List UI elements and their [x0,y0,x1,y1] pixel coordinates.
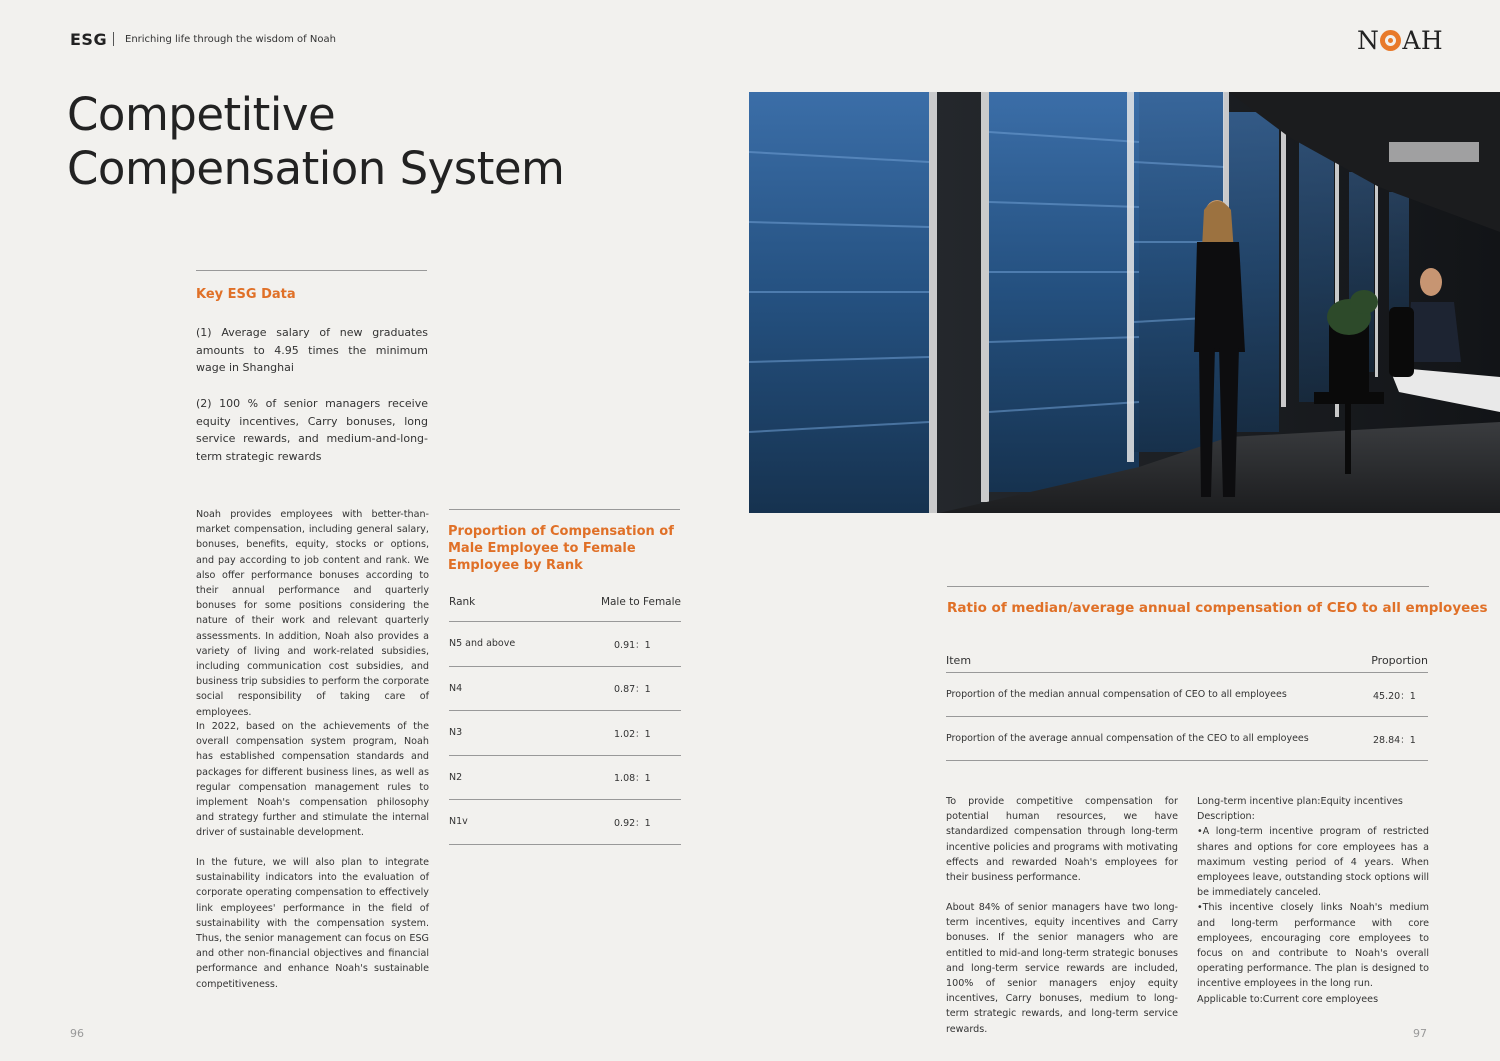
page-number-right: 97 [1413,1027,1427,1040]
logo-text-left: N [1357,26,1380,55]
page-title-line2: Compensation System [67,142,565,195]
ratio-cell: 0.87：1 [614,684,651,696]
key-esg-item: (1) Average salary of new graduates amounts to 4.95 times the minimum wage in Shanghai [196,326,428,374]
page-title [67,88,564,196]
incentive-plan-line: Long-term incentive plan:Equity incentives [1197,796,1403,807]
rank-cell: N4 [449,682,463,694]
rank-table-divider [449,509,680,510]
table-row [946,673,1428,717]
rank-cell: N1v [449,816,468,828]
ratio-cell: 1.08：1 [614,773,651,785]
rank-table [449,596,681,845]
key-esg-heading: Key ESG Data [196,287,296,302]
incentive-plan-line: •This incentive closely links Noah's medium and long-term performance with core employees, encouraging core employees to focus on and contribute to Noah's overall operating performance. The plan is designed to incentive employees in the long run. [1197,902,1429,990]
rank-cell: N5 and above [449,638,516,650]
table-row [946,717,1428,761]
table-row [449,756,681,801]
rank-column-header: Rank [449,596,476,608]
ceo-ratio-table [946,648,1428,761]
page-number-left: 96 [70,1027,84,1040]
rank-cell: N3 [449,727,463,739]
ratio-cell: 0.91：1 [614,639,651,651]
proportion-cell: 45.20：1 [1373,690,1416,702]
proportion-cell: 28.84：1 [1373,734,1416,746]
ceo-table-title: Ratio of median/average annual compensation of CEO to all employees [947,600,1488,616]
body-paragraph: To provide competitive compensation for potential human resources, we have standardized compensation through long-term incentive policies and programs with motivating effects and rewarded Noah's employees for their business performance. [946,796,1178,884]
key-esg-item: (2) 100 % of senior managers receive equity incentives, Carry bonuses, long service rewards, and medium-and-long-term strategic rewards [196,397,428,463]
body-paragraph: In the future, we will also plan to integrate sustainability indicators into the evaluation of corporate operating compensation to effectively link employees' performance in the field of sustainability with the compensation system. Thus, the senior management can focus on ESG and other non-financial objectives and financial performance and enhance Noah's sustainable competitiveness. [196,857,429,990]
incentive-plan-line: Description: [1197,811,1255,823]
item-cell: Proportion of the average annual compensation of the CEO to all employees [946,733,1309,744]
incentive-plan-line: •A long-term incentive program of restricted shares and options for core employees has a maximum vesting period of 4 years. When employees leave, outstanding stock options will be immediately canceled. [1197,826,1429,899]
body-paragraph: About 84% of senior managers have two long-term incentives, equity incentives and Carry bonuses. If the senior managers who are entitled to mid-and long-term strategic bonuses and long-term service rewards are included, 100% of senior managers enjoy equity incentives, Carry bonuses, medium to long-term strategic rewards, and long-term service rewards. [946,902,1178,1035]
key-esg-divider [196,270,427,271]
noah-logo [1357,26,1443,55]
table-row [449,622,681,667]
ratio-cell: 0.92：1 [614,817,651,829]
body-paragraph: In 2022, based on the achievements of the overall compensation system program, Noah has established compensation standards and packages for different business lines, as well as regular compensation management rules to implement Noah's compensation philosophy and strategy further and stimulate the internal driver of sustainable development. [196,721,429,839]
office-photo [749,92,1500,513]
item-column-header: Item [946,653,972,667]
logo-swirl-icon [1380,30,1401,51]
ceo-table-divider [947,586,1429,587]
ratio-column-header: Male to Female [600,596,681,608]
table-row [449,711,681,756]
rank-table-header [449,596,681,622]
header-divider [113,32,114,46]
incentive-plan-description [1197,794,1429,1007]
table-row [449,667,681,712]
ratio-cell: 1.02：1 [614,728,651,740]
esg-label: ESG [70,30,108,49]
body-paragraph: Noah provides employees with better-than-market compensation, including general salary, bonuses, benefits, equity, stocks or options, and pay according to job content and rank. We also offer performance bonuses according to their annual performance and quarterly bonuses for some positions considering the nature of their work and relevant quarterly assessments. In addition, Noah also provides a variety of living and work-related subsidies, including communication cost subsidies, and business trip subsidies to perform the corporate social responsibility of taking care of employees. [196,509,429,718]
proportion-column-header: Proportion [1371,653,1428,667]
incentive-plan-line: Applicable to:Current core employees [1197,993,1379,1005]
rank-table-title: Proportion of Compensation of Male Employee to Female Employee by Rank [448,524,674,573]
logo-text-right: AH [1402,26,1444,55]
table-row [449,800,681,845]
page-title-line1: Competitive [67,88,336,141]
ceo-table-header [946,648,1428,673]
rank-cell: N2 [449,771,463,783]
office-scene-illustration [749,92,1500,513]
header-tagline: Enriching life through the wisdom of Noah [125,34,336,45]
item-cell: Proportion of the median annual compensation of CEO to all employees [946,689,1287,700]
